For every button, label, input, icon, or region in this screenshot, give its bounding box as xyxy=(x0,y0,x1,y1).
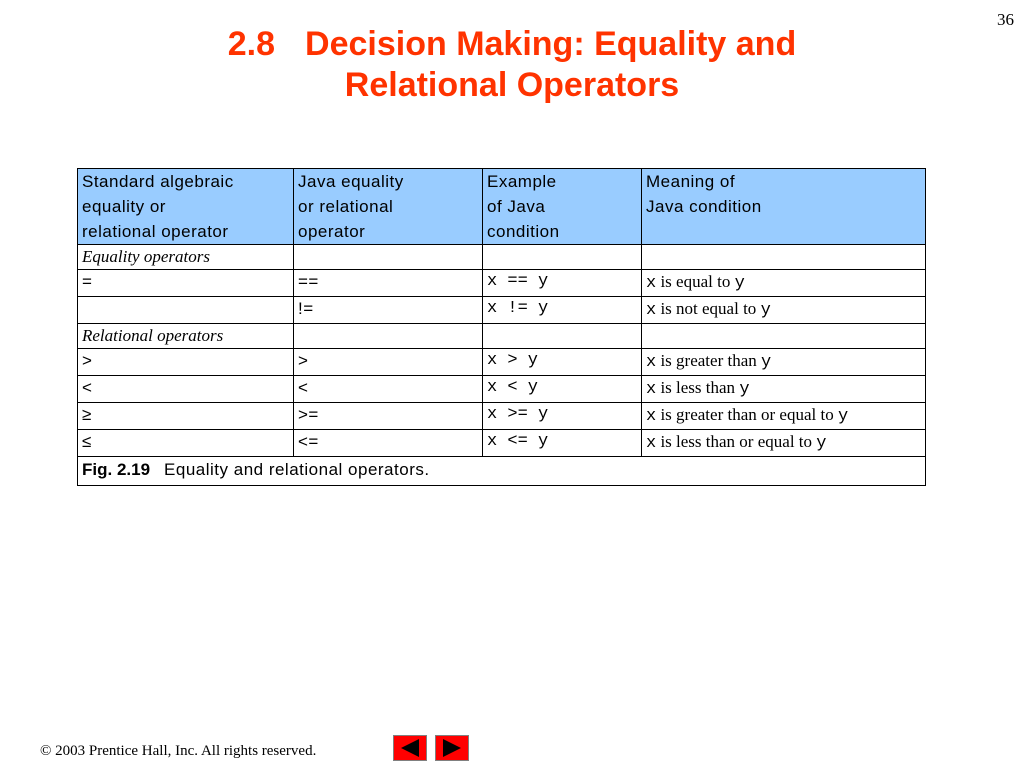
table-row xyxy=(78,430,926,457)
table-header-row xyxy=(78,169,926,245)
table-row xyxy=(78,376,926,403)
meaning-cell: x is greater than y xyxy=(642,349,926,376)
table-row xyxy=(78,297,926,324)
java-operator-cell: <= xyxy=(294,430,483,457)
algebraic-cell: = xyxy=(78,270,294,297)
header-algebraic: Standard algebraic equality or relational operator xyxy=(78,169,294,245)
meaning-cell: x is less than or equal to y xyxy=(642,430,926,457)
example-cell: x == y xyxy=(483,270,642,297)
operators-table xyxy=(77,168,926,486)
category-label: Equality operators xyxy=(78,245,294,270)
slide-title xyxy=(0,24,1024,106)
java-operator-cell: < xyxy=(294,376,483,403)
figure-caption xyxy=(78,457,926,486)
copyright-footer: © 2003 Prentice Hall, Inc. All rights reserved. xyxy=(40,743,317,759)
triangle-left-icon xyxy=(401,739,419,757)
java-operator-cell: > xyxy=(294,349,483,376)
algebraic-cell: < xyxy=(78,376,294,403)
example-cell: x < y xyxy=(483,376,642,403)
example-cell: x > y xyxy=(483,349,642,376)
meaning-cell: x is greater than or equal to y xyxy=(642,403,926,430)
example-cell: x >= y xyxy=(483,403,642,430)
java-operator-cell: >= xyxy=(294,403,483,430)
meaning-cell: x is not equal to y xyxy=(642,297,926,324)
triangle-right-icon xyxy=(443,739,461,757)
figure-label: Fig. 2.19 xyxy=(82,460,151,479)
java-operator-cell: == xyxy=(294,270,483,297)
page-number: 36 xyxy=(997,10,1014,29)
example-cell: x != y xyxy=(483,297,642,324)
title-line-2: Relational Operators xyxy=(344,66,680,104)
meaning-cell: x is less than y xyxy=(642,376,926,403)
algebraic-cell: ≥ xyxy=(78,403,294,430)
previous-slide-button[interactable] xyxy=(393,735,427,761)
title-line-1: Decision Making: Equality and xyxy=(305,25,797,63)
header-example: Example of Java condition xyxy=(483,169,642,245)
section-number: 2.8 xyxy=(227,25,276,63)
algebraic-cell: ≤ xyxy=(78,430,294,457)
slide-navigation xyxy=(393,735,469,761)
example-cell: x <= y xyxy=(483,430,642,457)
java-operator-cell: != xyxy=(294,297,483,324)
table-row xyxy=(78,403,926,430)
algebraic-cell: > xyxy=(78,349,294,376)
next-slide-button[interactable] xyxy=(435,735,469,761)
category-label: Relational operators xyxy=(78,324,294,349)
caption-row xyxy=(78,457,926,486)
category-row-relational xyxy=(78,324,926,349)
figure-caption-text: Equality and relational operators. xyxy=(164,460,430,479)
table-row xyxy=(78,349,926,376)
meaning-cell: x is equal to y xyxy=(642,270,926,297)
category-row-equality xyxy=(78,245,926,270)
header-meaning: Meaning of Java condition xyxy=(642,169,926,245)
header-java-operator: Java equality or relational operator xyxy=(294,169,483,245)
algebraic-cell xyxy=(78,297,294,324)
table-row xyxy=(78,270,926,297)
